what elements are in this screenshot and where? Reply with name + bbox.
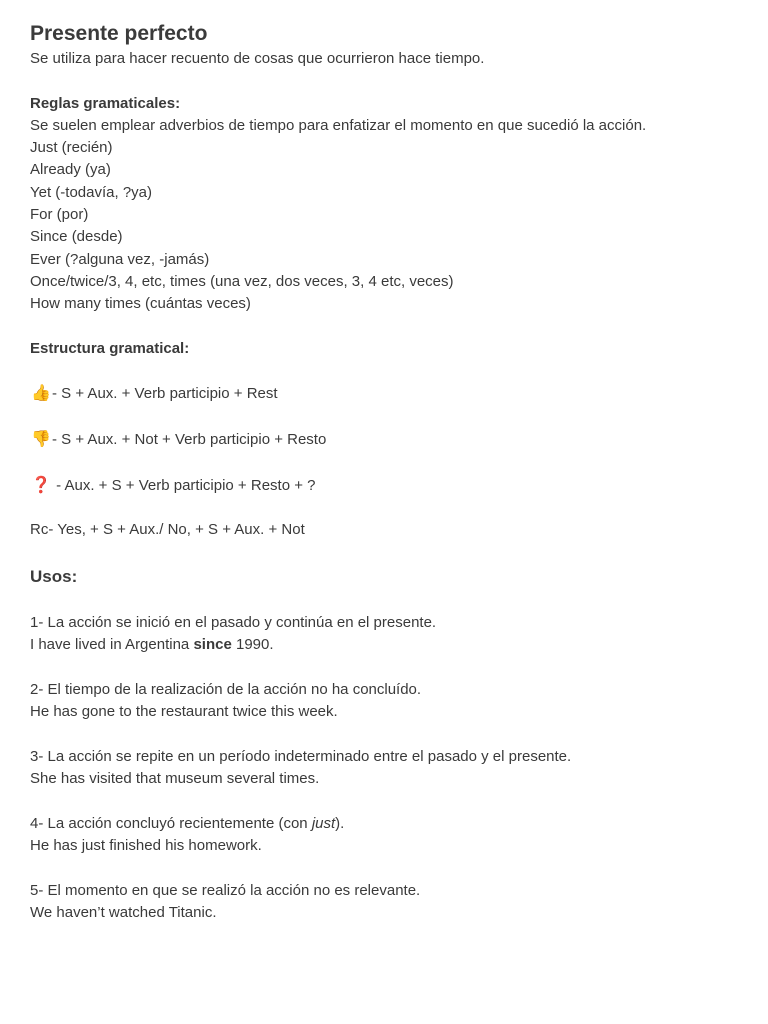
subtitle: Se utiliza para hacer recuento de cosas que ocurrieron hace tiempo. xyxy=(30,50,485,67)
adverb-item: For (por) xyxy=(30,206,89,224)
adverb-item: Just (recién) xyxy=(30,139,113,157)
uso-rule: 5- El momento en que se realizó la acción no es relevante. xyxy=(30,881,421,899)
usos-heading: Usos: xyxy=(30,566,78,586)
spacer xyxy=(30,360,750,382)
uso-rule-text: 4- La acción concluyó recientemente (con xyxy=(30,814,312,832)
spacer xyxy=(30,316,750,338)
page-title: Presente perfecto xyxy=(30,22,208,45)
estructura-heading: Estructura gramatical: xyxy=(30,339,190,357)
adverb-item: Already (ya) xyxy=(30,161,111,179)
adverb-item: Since (desde) xyxy=(30,228,123,246)
spacer xyxy=(30,657,750,679)
spacer xyxy=(30,791,750,813)
thumbs-down-icon: 👎 xyxy=(31,429,51,449)
negative-text: - S + Aux. + Not + Verb participio + Resto xyxy=(52,431,327,449)
uso-rule: 2- El tiempo de la realización de la acción no ha concluído. xyxy=(30,681,422,699)
uso-example-text: I have lived in Argentina xyxy=(30,636,194,654)
uso-rule xyxy=(30,813,750,835)
uso-example-bold: since xyxy=(193,636,232,654)
adverb-item: Once/twice/3, 4, etc, times (una vez, dos veces, 3, 4 etc, veces) xyxy=(30,272,454,290)
short-answer-structure: Rc- Yes, + S + Aux./ No, + S + Aux. + Not xyxy=(30,521,305,539)
affirmative-text: - S + Aux. + Verb participio + Rest xyxy=(52,385,278,403)
uso-rule: 3- La acción se repite en un período indeterminado entre el pasado y el presente. xyxy=(30,747,572,765)
note-body xyxy=(30,20,750,924)
uso-rule-text: ). xyxy=(335,814,345,832)
spacer xyxy=(30,857,750,879)
spacer xyxy=(30,497,750,519)
adverb-item: Ever (?alguna vez, -jamás) xyxy=(30,250,210,268)
spacer xyxy=(30,590,750,612)
spacer xyxy=(30,724,750,746)
reglas-intro: Se suelen emplear adverbios de tiempo para enfatizar el momento en que sucedió la acción. xyxy=(30,116,647,134)
uso-example-text: 1990. xyxy=(231,636,274,654)
uso-example: He has gone to the restaurant twice this week. xyxy=(30,703,338,721)
uso-example: We haven’t watched Titanic. xyxy=(30,903,217,921)
uso-example: She has visited that museum several times. xyxy=(30,770,320,788)
spacer xyxy=(30,406,750,428)
reglas-heading: Reglas gramaticales: xyxy=(30,94,181,112)
adverb-item: Yet (-todavía, ?ya) xyxy=(30,183,153,201)
spacer xyxy=(30,542,750,564)
thumbs-up-icon: 👍 xyxy=(31,383,51,403)
negative-structure xyxy=(30,428,750,451)
adverb-item: How many times (cuántas veces) xyxy=(30,295,251,313)
question-mark-icon: ❓ xyxy=(31,474,51,494)
affirmative-structure xyxy=(30,382,750,405)
question-structure xyxy=(30,474,750,497)
spacer xyxy=(30,70,750,92)
spacer xyxy=(30,451,750,473)
uso-example xyxy=(30,634,750,656)
uso-rule: 1- La acción se inició en el pasado y continúa en el presente. xyxy=(30,614,437,632)
uso-rule-italic: just xyxy=(311,814,336,832)
question-text: - Aux. + S + Verb participio + Resto + ? xyxy=(52,476,316,494)
uso-example: He has just finished his homework. xyxy=(30,837,262,855)
